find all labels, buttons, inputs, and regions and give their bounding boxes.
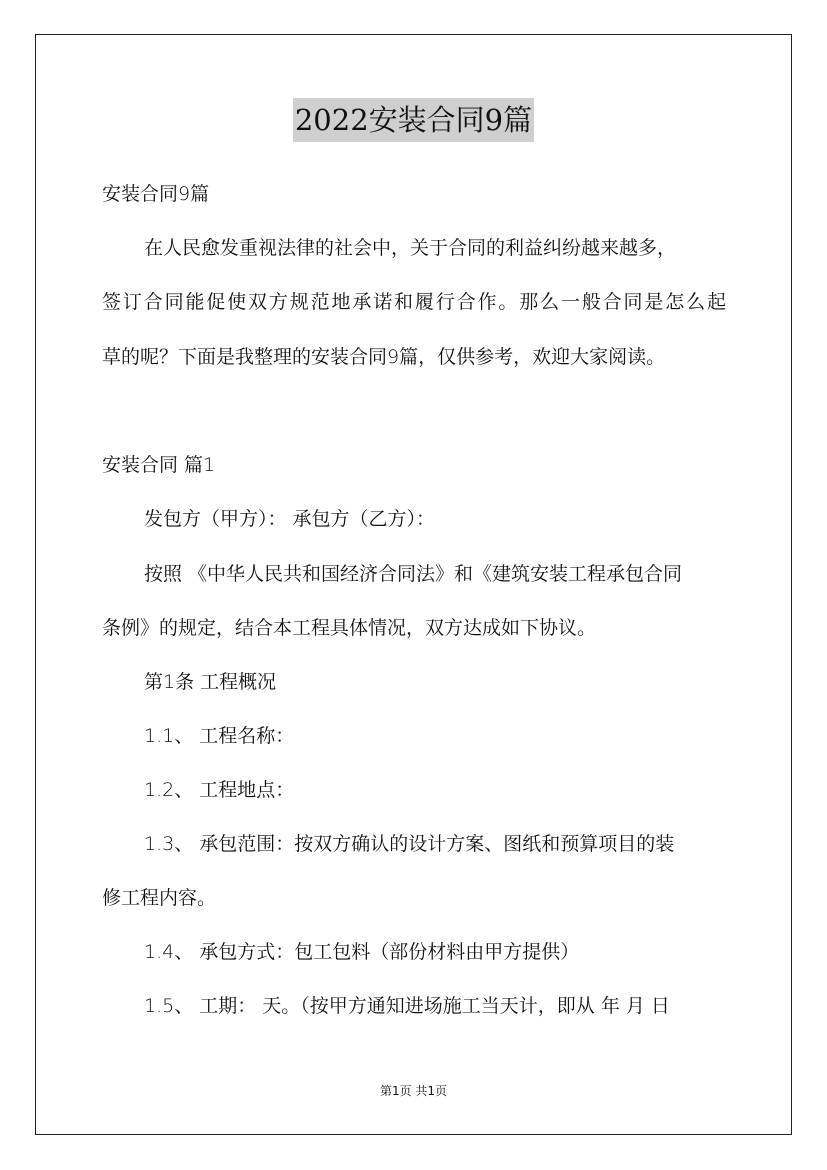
page-footer: 第1页 共1页 (379, 1084, 448, 1098)
title-container (0, 98, 827, 142)
intro-line-2: 签订合同能促使双方规范地承诺和履行合作。那么一般合同是怎么起 (102, 291, 726, 313)
intro-line-1: 在人民愈发重视法律的社会中，关于合同的利益纠纷越来越多， (144, 237, 677, 259)
item-1-4: 1.4、 承包方式：包工包料（部份材料由甲方提供） (144, 941, 580, 963)
document-subtitle: 安装合同9篇 (102, 183, 210, 205)
item-1-3-line-1: 1.3、 承包范围：按双方确认的设计方案、图纸和预算项目的装 (144, 833, 675, 855)
section-heading: 安装合同 篇1 (102, 454, 216, 476)
basis-line-2: 条例》的规定，结合本工程具体情况，双方达成如下协议。 (102, 617, 597, 639)
parties-line: 发包方（甲方）： 承包方（乙方）： (144, 508, 436, 530)
intro-line-3: 草的呢？下面是我整理的安装合同9篇，仅供参考，欢迎大家阅读。 (102, 346, 666, 368)
item-1-2: 1.2、 工程地点： (144, 779, 295, 801)
item-1-3-line-2: 修工程内容。 (102, 887, 217, 909)
item-1-5: 1.5、 工期： 天。（按甲方通知进场施工当天计，即从 年 月 日 (144, 995, 670, 1017)
item-1-1: 1.1、 工程名称： (144, 725, 295, 747)
article-1-heading: 第1条 工程概况 (144, 671, 277, 693)
basis-line-1: 按照 《中华人民共和国经济合同法》和《建筑安装工程承包合同 (144, 563, 683, 585)
document-title: 2022安装合同9篇 (293, 98, 534, 142)
